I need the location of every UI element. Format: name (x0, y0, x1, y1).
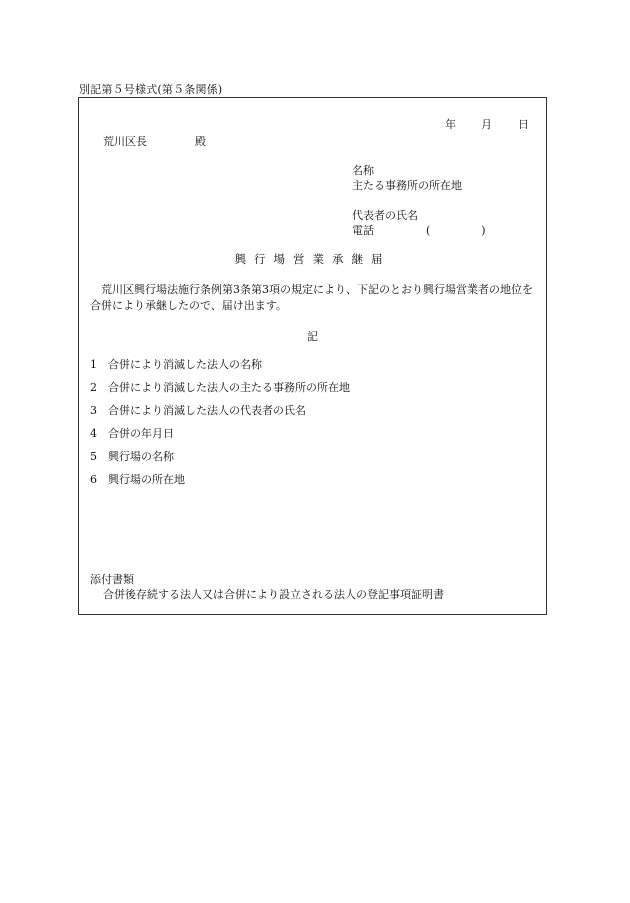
item-number: 4 (90, 427, 97, 440)
form-number: 別記第５号様式(第５条関係) (79, 83, 223, 96)
item-text: 合併の年月日 (108, 427, 174, 440)
list-item (90, 404, 350, 427)
item-text: 合併により消滅した法人の名称 (108, 358, 262, 371)
body-text: 荒川区興行場法施行条例第3条第3項の規定により、下記のとおり興行場営業者の地位を合併により承継したので、届け出ます。 (90, 283, 533, 312)
list-item (90, 381, 350, 404)
applicant-name-label: 名称 (352, 164, 374, 177)
attachments-item: 合併後存続する法人又は合併により設立される法人の登記事項証明書 (103, 588, 444, 601)
ki-heading: 記 (307, 330, 318, 343)
form-frame (78, 97, 547, 615)
item-text: 興行場の所在地 (108, 473, 185, 486)
item-number: 2 (90, 381, 97, 394)
item-number: 5 (90, 450, 97, 463)
item-number: 1 (90, 358, 97, 371)
document-title: 興行場営業承継届 (234, 252, 391, 266)
telephone-parens: ( ) (426, 224, 506, 237)
item-number: 3 (90, 404, 97, 417)
item-list (90, 358, 350, 496)
list-item (90, 358, 350, 381)
item-text: 合併により消滅した法人の主たる事務所の所在地 (108, 381, 350, 394)
date-month-label: 月 (481, 118, 492, 131)
attachments-heading: 添付書類 (90, 573, 134, 586)
item-text: 興行場の名称 (108, 450, 174, 463)
list-item (90, 450, 350, 473)
addressee-honorific: 殿 (195, 135, 206, 148)
list-item (90, 473, 350, 496)
date-year-label: 年 (445, 118, 456, 131)
item-text: 合併により消滅した法人の代表者の氏名 (108, 404, 306, 417)
applicant-representative-label: 代表者の氏名 (352, 209, 418, 222)
applicant-telephone-label: 電話 (352, 224, 374, 237)
list-item (90, 427, 350, 450)
applicant-office-label: 主たる事務所の所在地 (352, 179, 462, 192)
date-day-label: 日 (518, 118, 529, 131)
addressee: 荒川区長 (103, 135, 147, 148)
item-number: 6 (90, 473, 97, 486)
